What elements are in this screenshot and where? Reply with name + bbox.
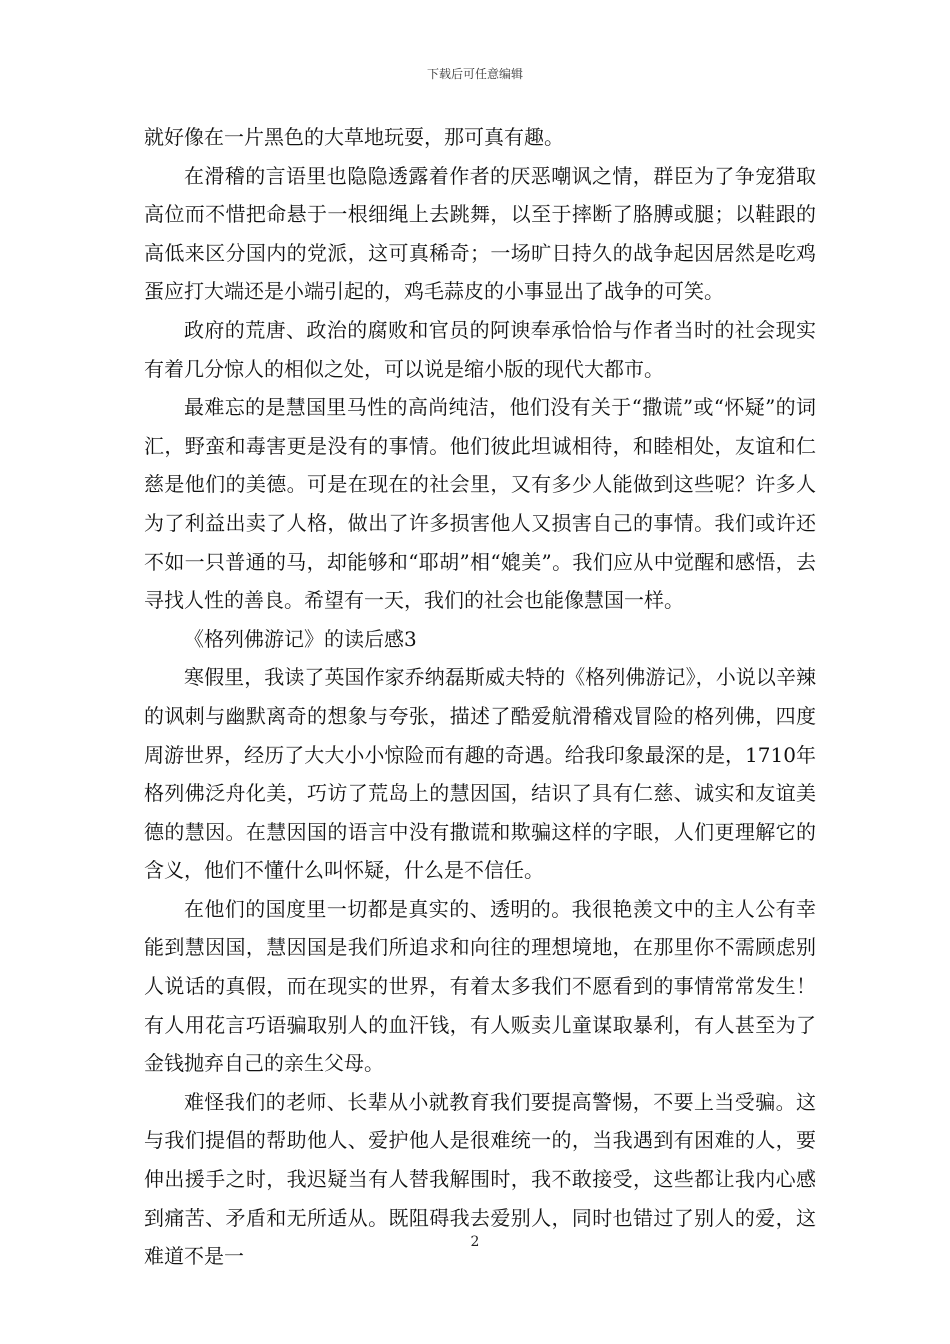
paragraph-satire: 在滑稽的言语里也隐隐透露着作者的厌恶嘲讽之情，群臣为了争宠猎取高位而不惜把命悬于一根细绳上去跳舞，以至于摔断了胳膊或腿；以鞋跟的高低来区分国内的党派，这可真稀奇；一场旷日持久的战争起因居然是吃鸡蛋应打大端还是小端引起的，鸡毛蒜皮的小事显出了战争的可笑。 [144,163,816,304]
body-text [144,118,816,1276]
paragraph-government: 政府的荒唐、政治的腐败和官员的阿谀奉承恰恰与作者当时的社会现实有着几分惊人的相似之处，可以说是缩小版的现代大都市。 [144,317,816,381]
paragraph-houyhnhnm: 最难忘的是慧国里马性的高尚纯洁，他们没有关于“撒谎”或“怀疑”的词汇，野蛮和毒害更是没有的事情。他们彼此坦诚相待，和睦相处，友谊和仁慈是他们的美德。可是在现在的社会里，又有多少人能做到这些呢？许多人为了利益出卖了人格，做出了许多损害他人又损害自己的事情。我们或许还不如一只普通的马，却能够和“耶胡”相“媲美”。我们应从中觉醒和感悟，去寻找人性的善良。希望有一天，我们的社会也能像慧国一样。 [144,395,816,613]
paragraph-continuation: 就好像在一片黑色的大草地玩耍，那可真有趣。 [144,125,564,149]
page-number: 2 [470,1234,480,1250]
page-header: 下载后可任意编辑 [426,67,523,81]
section-heading: 《格列佛游记》的读后感3 [184,626,417,651]
paragraph-ideal-land: 在他们的国度里一切都是真实的、透明的。我很艳羡文中的主人公有幸能到慧因国，慧因国是我们所追求和向往的理想境地，在那里你不需顾虑别人说话的真假，而在现实的世界，有着太多我们不愿看到的事情常常发生！有人用花言巧语骗取别人的血汗钱，有人贩卖儿童谋取暴利，有人甚至为了金钱抛弃自己的亲生父母。 [144,896,816,1076]
paragraph-teachers: 难怪我们的老师、长辈从小就教育我们要提高警惕，不要上当受骗。这与我们提倡的帮助他人、爱护他人是很难统一的，当我遇到有困难的人，要伸出援手之时，我迟疑当有人替我解围时，我不敢接受，这些都让我内心感到痛苦、矛盾和无所适从。既阻碍我去爱别人，同时也错过了别人的爱，这难道不是一 [144,1089,816,1269]
paragraph-winter-reading: 寒假里，我读了英国作家乔纳磊斯威夫特的《格列佛游记》，小说以辛辣的讽刺与幽默离奇的想象与夸张，描述了酷爱航滑稽戏冒险的格列佛，四度周游世界，经历了大大小小惊险而有趣的奇遇。给我印象最深的是，1710年格列佛泛舟化美，巧访了荒岛上的慧因国，结识了具有仁慈、诚实和友谊美德的慧因。在慧因国的语言中没有撒谎和欺骗这样的字眼，人们更理解它的含义，他们不懂什么叫怀疑，什么是不信任。 [144,665,816,883]
